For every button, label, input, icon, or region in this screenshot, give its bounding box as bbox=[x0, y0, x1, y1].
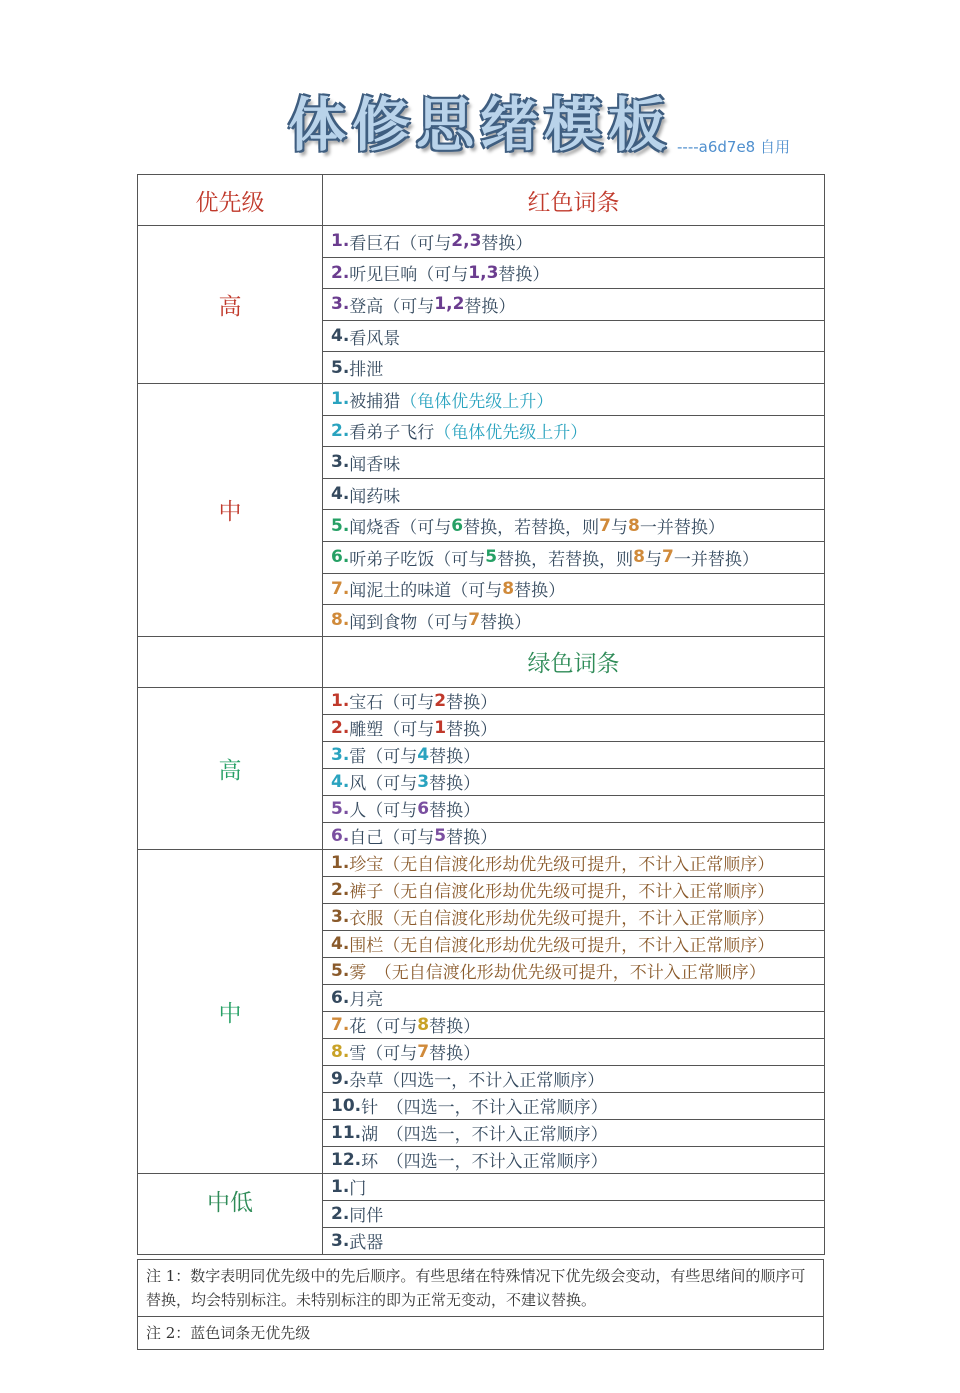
green-header-row bbox=[137, 636, 824, 687]
priority-label-mid: 中 bbox=[137, 383, 323, 637]
list-item: 1. 门 bbox=[323, 1174, 824, 1201]
list-item: 3. 武器 bbox=[331, 1230, 384, 1254]
list-item: 3. 衣服 （无自信渡化形劫优先级可提升，不计入正常顺序） bbox=[323, 904, 824, 931]
priority-label-mid: 中 bbox=[137, 849, 323, 1174]
list-item: 2. 同伴 bbox=[323, 1201, 824, 1228]
green-mid-items bbox=[322, 849, 825, 1174]
list-item: 2. 雕塑（可与 1 替换） bbox=[323, 715, 824, 742]
list-item: 2. 看弟子飞行 （龟体优先级上升） bbox=[323, 416, 824, 448]
page-title: 体修思绪模板 bbox=[287, 91, 672, 159]
list-item: 8. 闻到食物（可与 7 替换） bbox=[331, 610, 532, 633]
list-item: 1. 看巨石（可与 2,3 替换） bbox=[323, 226, 824, 258]
priority-label-high: 高 bbox=[137, 687, 323, 850]
list-item: 1. 被捕猎 （龟体优先级上升） bbox=[323, 384, 824, 416]
priority-label-midlow: 中低 bbox=[137, 1173, 323, 1255]
list-item: 7. 闻泥土的味道（可与 8 替换） bbox=[323, 574, 824, 606]
green-mid-group bbox=[137, 849, 824, 1173]
list-item: 1. 宝石（可与 2 替换） bbox=[323, 688, 824, 715]
priority-label-high: 高 bbox=[137, 225, 323, 384]
green-high-items bbox=[322, 687, 825, 850]
list-item: 6. 自己（可与 5 替换） bbox=[331, 825, 498, 849]
green-high-group bbox=[137, 687, 824, 849]
green-midlow-items bbox=[322, 1173, 825, 1255]
list-item: 6. 月亮 bbox=[323, 985, 824, 1012]
list-item: 5. 闻烧香（可与 6 替换，若替换，则 7 与 8 一并替换） bbox=[323, 510, 824, 542]
list-item: 11. 湖 （四选一，不计入正常顺序） bbox=[323, 1120, 824, 1147]
priority-table bbox=[137, 174, 824, 1350]
author-note: ----a6d7e8 自用 bbox=[677, 138, 790, 156]
list-item: 8. 雪（可与 7 替换） bbox=[323, 1039, 824, 1066]
priority-column-header: 优先级 bbox=[137, 174, 323, 226]
list-item: 7. 花（可与 8 替换） bbox=[323, 1012, 824, 1039]
green-section-header: 绿色词条 bbox=[322, 636, 825, 688]
empty-cell bbox=[137, 636, 323, 688]
list-item: 5. 人（可与 6 替换） bbox=[323, 796, 824, 823]
list-item: 3. 闻香味 bbox=[323, 447, 824, 479]
list-item: 1. 珍宝 （无自信渡化形劫优先级可提升，不计入正常顺序） bbox=[323, 850, 824, 877]
list-item: 12. 环 （四选一，不计入正常顺序） bbox=[331, 1149, 608, 1173]
list-item: 9. 杂草（四选一，不计入正常顺序） bbox=[323, 1066, 824, 1093]
table-header-row bbox=[137, 174, 824, 225]
list-item: 2. 听见巨响（可与 1,3 替换） bbox=[323, 258, 824, 290]
list-item: 4. 看风景 bbox=[323, 321, 824, 353]
green-midlow-group bbox=[137, 1173, 824, 1254]
list-item: 3. 雷（可与 4 替换） bbox=[323, 742, 824, 769]
list-item: 4. 闻药味 bbox=[323, 479, 824, 511]
red-mid-items bbox=[322, 383, 825, 637]
list-item: 3. 登高（可与 1,2 替换） bbox=[323, 289, 824, 321]
list-item: 2. 裤子 （无自信渡化形劫优先级可提升，不计入正常顺序） bbox=[323, 877, 824, 904]
red-mid-group bbox=[137, 383, 824, 636]
list-item: 6. 听弟子吃饭（可与 5 替换，若替换，则 8 与 7 一并替换） bbox=[323, 542, 824, 574]
red-section-header: 红色词条 bbox=[322, 174, 825, 226]
list-item: 4. 风（可与 3 替换） bbox=[323, 769, 824, 796]
red-high-group bbox=[137, 225, 824, 383]
list-item: 10. 针 （四选一，不计入正常顺序） bbox=[323, 1093, 824, 1120]
red-high-items bbox=[322, 225, 825, 384]
list-item: 5. 雾 （无自信渡化形劫优先级可提升，不计入正常顺序） bbox=[323, 958, 824, 985]
note-2: 注 2：蓝色词条无优先级 bbox=[137, 1316, 824, 1350]
note-1: 注 1：数字表明同优先级中的先后顺序。有些思绪在特殊情况下优先级会变动，有些思绪间的顺序可替换，均会特别标注。未特别标注的即为正常无变动，不建议替换。 bbox=[137, 1259, 824, 1317]
list-item: 5. 排泄 bbox=[331, 357, 384, 381]
list-item: 4. 围栏 （无自信渡化形劫优先级可提升，不计入正常顺序） bbox=[323, 931, 824, 958]
